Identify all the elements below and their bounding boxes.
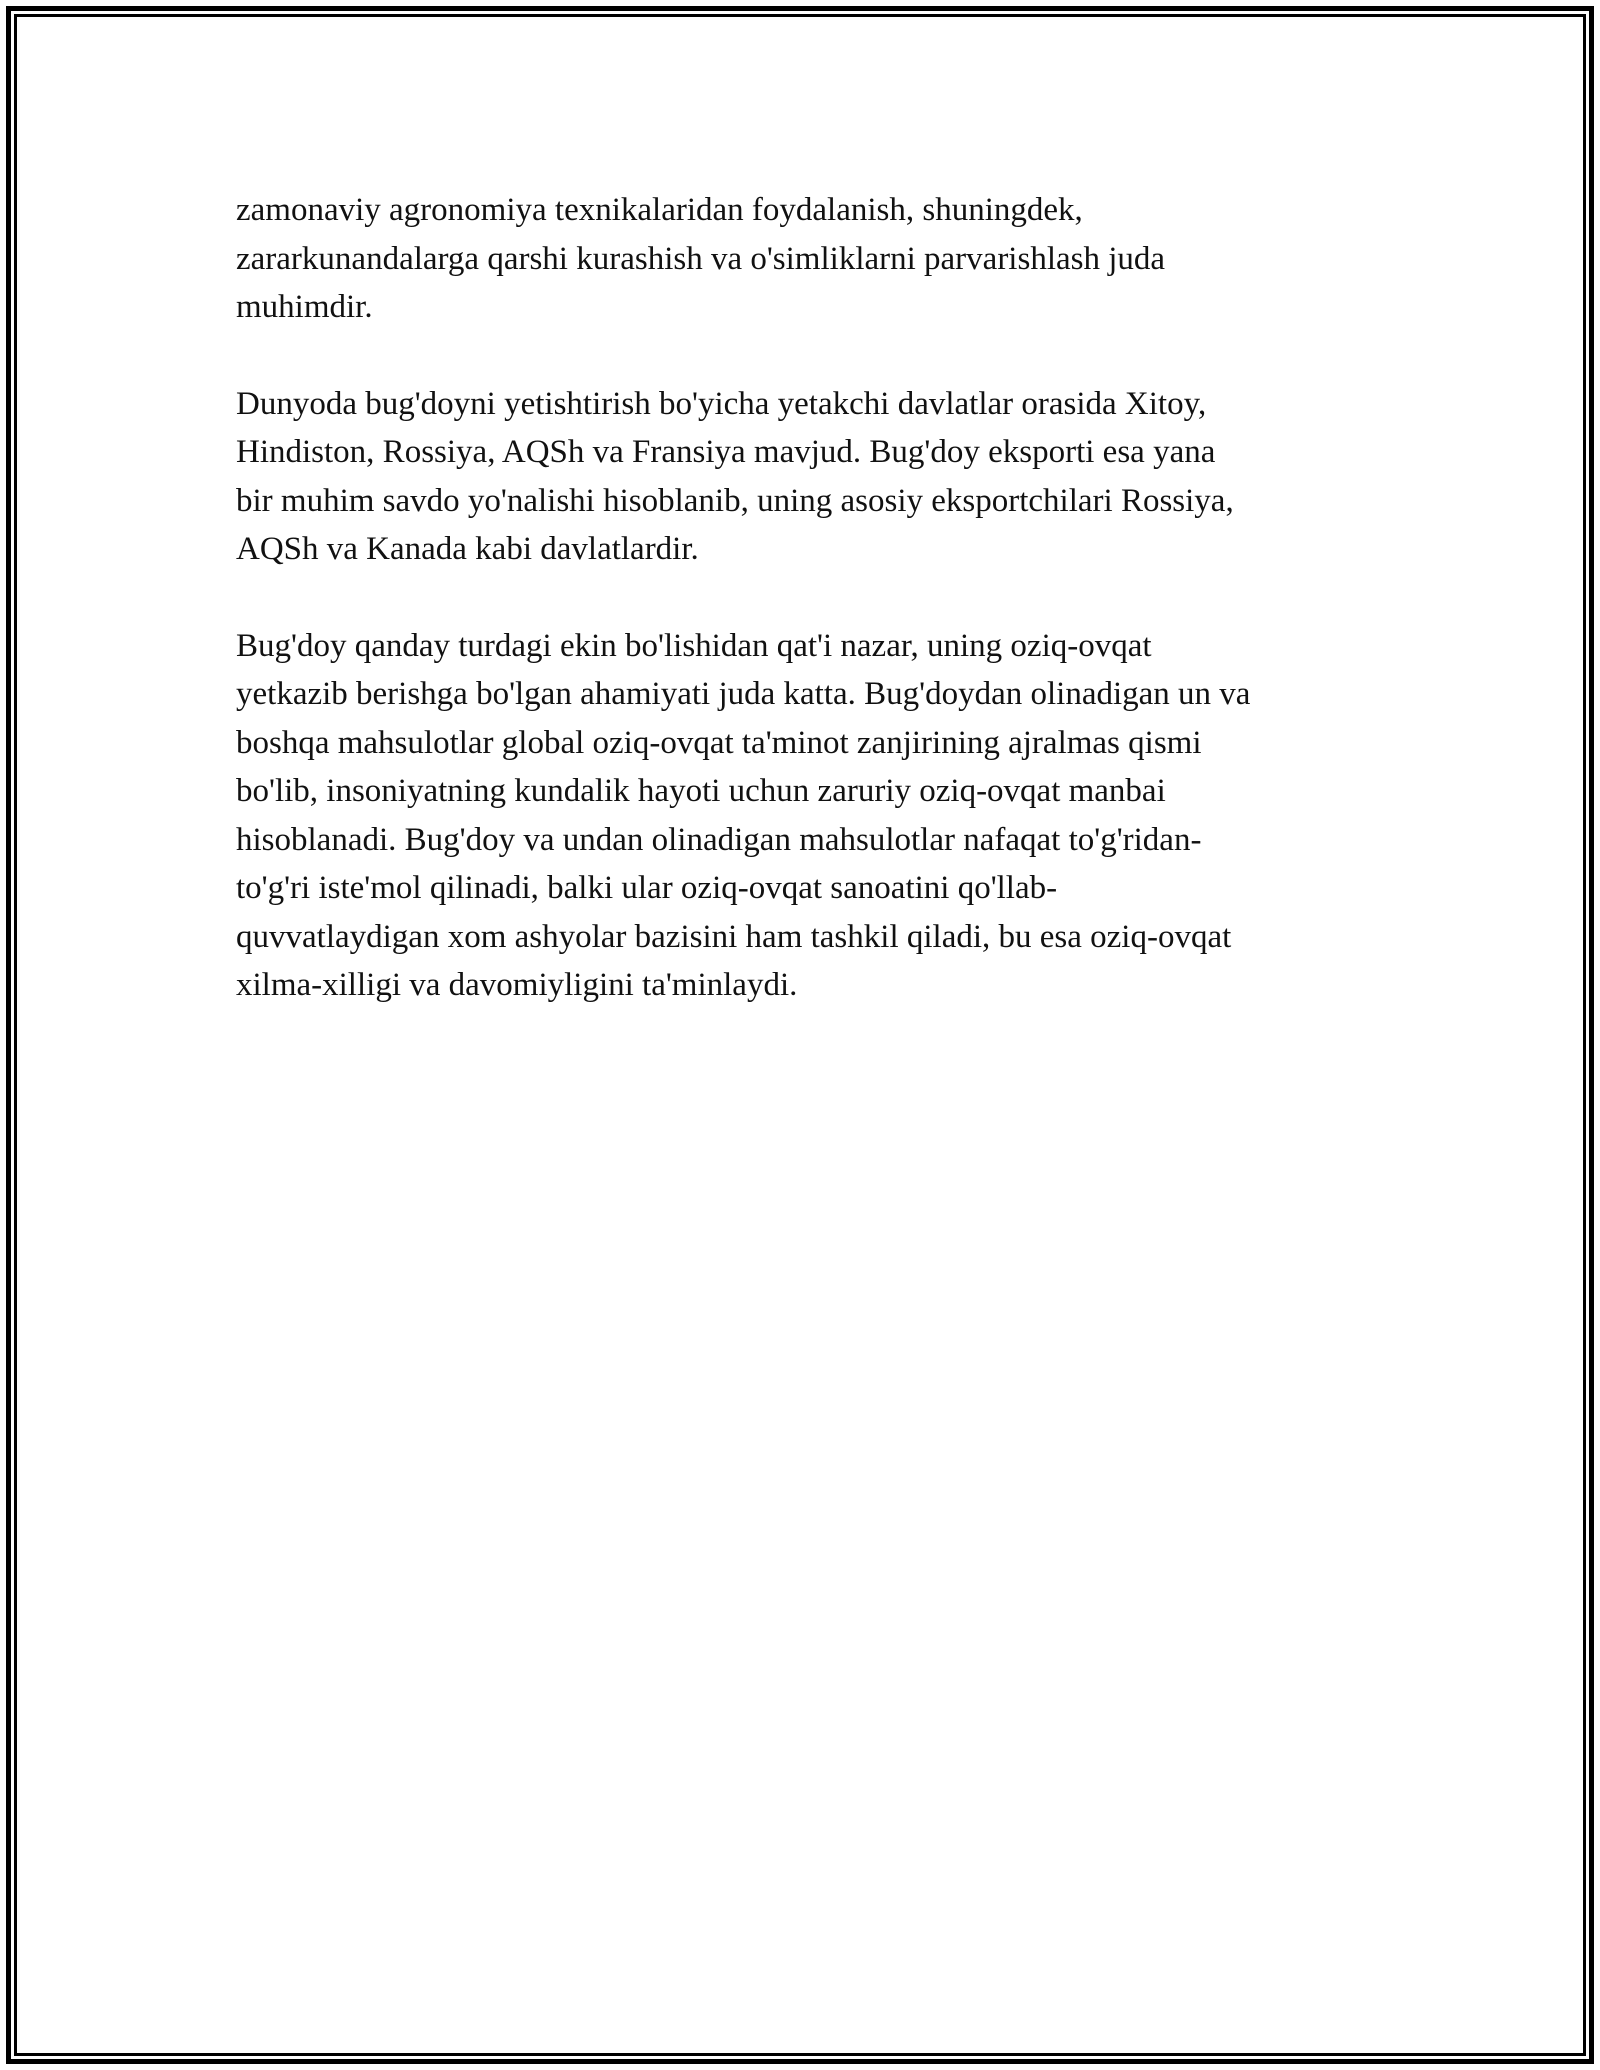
text-line: quvvatlaydigan xom ashyolar bazisini ham tashkil qiladi, bu esa oziq-ovqat (236, 918, 1232, 955)
text-line: muhimdir. (236, 289, 373, 325)
text-line: hisoblanadi. Bug'doy va undan olinadigan mahsulotlar nafaqat to'g'ridan- (236, 821, 1202, 858)
text-line: boshqa mahsulotlar global oziq-ovqat ta'minot zanjirining ajralmas qismi (236, 724, 1202, 761)
text-line: bo'lib, insoniyatning kundalik hayoti uchun zaruriy oziq-ovqat manbai (236, 773, 1166, 809)
text-line: to'g'ri iste'mol qilinadi, balki ular oziq-ovqat sanoatini qo'llab- (236, 870, 1058, 906)
text-line: zamonaviy agronomiya texnikalaridan foydalanish, shuningdek, (236, 192, 1083, 228)
paragraph-1 (236, 186, 1366, 332)
text-line: yetkazib berishga bo'lgan ahamiyati juda katta. Bug'doydan olinadigan un va (236, 676, 1251, 712)
text-line: xilma-xilligi va davomiyligini ta'minlaydi. (236, 967, 798, 1003)
paragraph-3 (236, 622, 1366, 1010)
text-line: zararkunandalarga qarshi kurashish va o'simliklarni parvarishlash juda (236, 240, 1166, 277)
paragraph-2 (236, 380, 1366, 574)
text-line: bir muhim savdo yo'nalishi hisoblanib, uning asosiy eksportchilari Rossiya, (236, 482, 1234, 519)
text-line: Dunyoda bug'doyni yetishtirish bo'yicha yetakchi davlatlar orasida Xitoy, (236, 385, 1207, 422)
text-line: AQSh va Kanada kabi davlatlardir. (236, 531, 699, 567)
document-body (236, 186, 1366, 1058)
text-line: Hindiston, Rossiya, AQSh va Fransiya mavjud. Bug'doy eksporti esa yana (236, 434, 1216, 470)
text-line: Bug'doy qanday turdagi ekin bo'lishidan qat'i nazar, uning oziq-ovqat (236, 627, 1152, 664)
